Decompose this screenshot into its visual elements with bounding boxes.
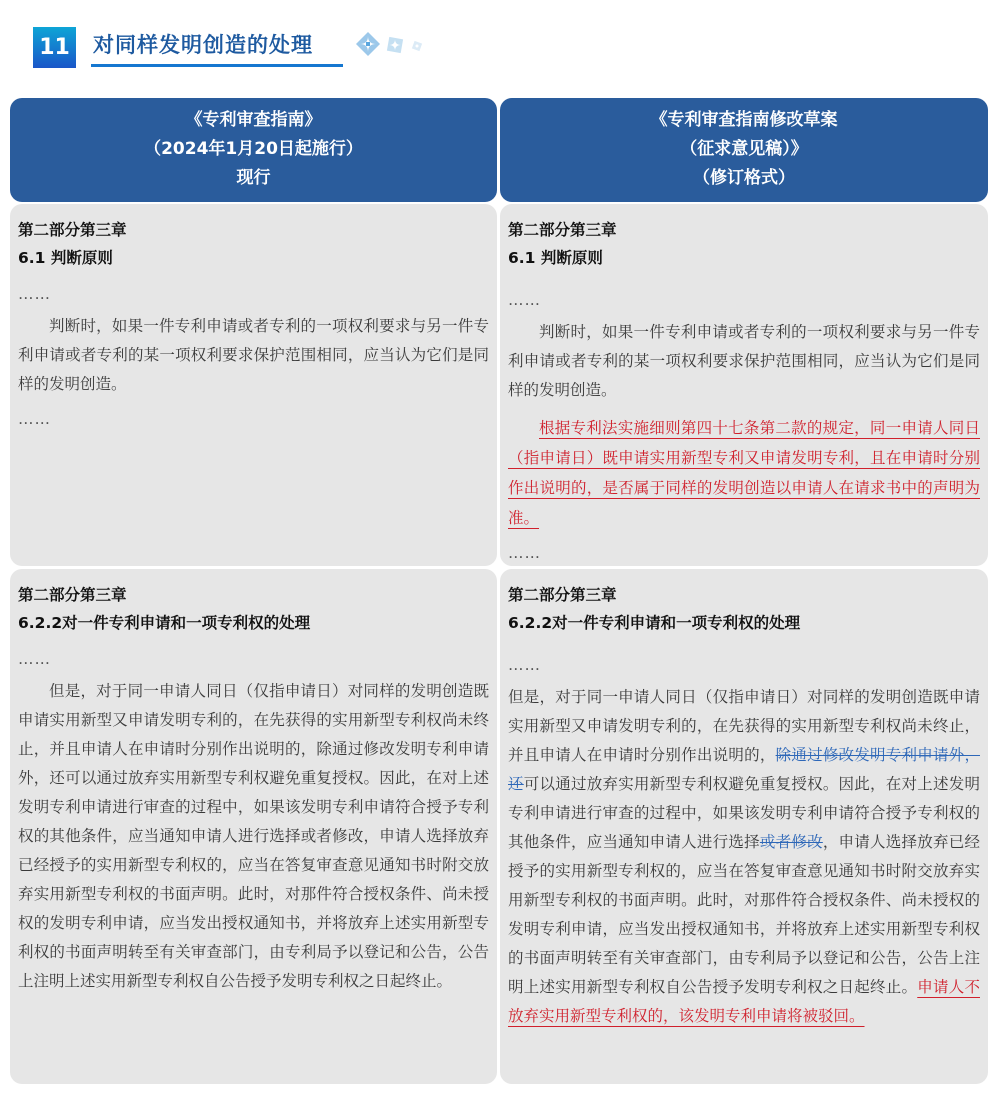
section-label: 6.2.2对一件专利申请和一项专利权的处理 bbox=[18, 614, 311, 632]
column-header-current bbox=[10, 98, 497, 202]
chapter-label: 第二部分第三章 bbox=[508, 221, 617, 239]
current-6-2-2-card bbox=[10, 569, 497, 1084]
ellipsis: …… bbox=[18, 650, 51, 668]
draft-6-1-card bbox=[500, 204, 988, 566]
title-underline bbox=[91, 64, 343, 67]
header-line: 《专利审查指南》 bbox=[185, 110, 322, 130]
deleted-text: 除通过修改发明专利申请外，还 bbox=[508, 746, 980, 793]
section-label: 6.1 判断原则 bbox=[18, 249, 113, 267]
text-segment: ，申请人选择放弃已经授予的实用新型专利权的，应当在答复审查意见通知书时附交放弃实用新型专利权的书面声明。此时，对那件符合授权条件、尚未授权的发明专利申请，应当发出授权通知书，并将放弃上述实用新型专利权的书面声明转至有关审查部门，由专利局予以登记和公告，公告上注明上述实用新型专利权自公告授予发明专利权之日起终止。 bbox=[508, 833, 980, 996]
header-line: （修订格式） bbox=[693, 168, 795, 188]
header-line: 《专利审查指南修改草案 bbox=[650, 110, 838, 130]
ellipsis: …… bbox=[18, 410, 51, 428]
diamond-star-icon bbox=[355, 31, 381, 57]
chapter-label: 第二部分第三章 bbox=[18, 586, 127, 604]
header-line: （2024年1月20日起施行） bbox=[144, 139, 363, 159]
text-segment: 但是，对于同一申请人同日（仅指申请日）对同样的发明创造既申请实用新型又申请发明专利的，在先获得的实用新型专利权尚未终止，并且申请人在申请时分别作出说明的， bbox=[508, 688, 980, 764]
ellipsis: …… bbox=[508, 291, 541, 309]
header-line: （征求意见稿）》 bbox=[680, 139, 808, 159]
diamond-star-icon bbox=[411, 40, 423, 52]
column-header-draft bbox=[500, 98, 988, 202]
body-paragraph: 判断时，如果一件专利申请或者专利的一项权利要求与另一件专利申请或者专利的某一项权利要求保护范围相同，应当认为它们是同样的发明创造。 bbox=[18, 317, 489, 393]
header-line: 现行 bbox=[236, 168, 271, 188]
body-paragraph: 判断时，如果一件专利申请或者专利的一项权利要求与另一件专利申请或者专利的某一项权利要求保护范围相同，应当认为它们是同样的发明创造。 bbox=[508, 323, 980, 399]
section-title: 对同样发明创造的处理 bbox=[93, 33, 313, 57]
diamond-star-icon bbox=[385, 35, 405, 55]
ellipsis: …… bbox=[508, 544, 541, 562]
inserted-text: 根据专利法实施细则第四十七条第二款的规定，同一申请人同日（指申请日）既申请实用新型专利又申请发明专利，且在申请时分别作出说明的，是否属于同样的发明创造以申请人在请求书中的声明为准。 bbox=[508, 419, 980, 527]
current-6-1-card bbox=[10, 204, 497, 566]
section-number: 11 bbox=[39, 35, 70, 60]
draft-6-2-2-card bbox=[500, 569, 988, 1084]
ellipsis: …… bbox=[508, 656, 541, 674]
ellipsis: …… bbox=[18, 285, 51, 303]
inserted-text: 申请人不放弃实用新型专利权的，该发明专利申请将被驳回。 bbox=[508, 978, 980, 1025]
chapter-label: 第二部分第三章 bbox=[18, 221, 127, 239]
section-heading bbox=[33, 27, 453, 71]
deleted-text: 或者修改 bbox=[759, 833, 823, 851]
body-paragraph bbox=[508, 683, 980, 1031]
section-label: 6.2.2对一件专利申请和一项专利权的处理 bbox=[508, 614, 801, 632]
chapter-label: 第二部分第三章 bbox=[508, 586, 617, 604]
inserted-paragraph bbox=[508, 413, 980, 533]
body-paragraph: 但是，对于同一申请人同日（仅指申请日）对同样的发明创造既申请实用新型又申请发明专利的，在先获得的实用新型专利权尚未终止，并且申请人在申请时分别作出说明的，除通过修改发明专利申请外，还可以通过放弃实用新型专利权避免重复授权。因此，在对上述发明专利申请进行审查的过程中，如果该发明专利申请符合授予专利权的其他条件，应当通知申请人进行选择或者修改，申请人选择放弃已经授予的实用新型专利权的，应当在答复审查意见通知书时附交放弃实用新型专利权的书面声明。此时，对那件符合授权条件、尚未授权的发明专利申请，应当发出授权通知书，并将放弃上述实用新型专利权的书面声明转至有关审查部门，由专利局予以登记和公告，公告上注明上述实用新型专利权自公告授予发明专利权之日起终止。 bbox=[18, 682, 489, 990]
section-label: 6.1 判断原则 bbox=[508, 249, 603, 267]
text-segment: 可以通过放弃实用新型专利权避免重复授权。因此，在对上述发明专利申请进行审查的过程中，如果该发明专利申请符合授予专利权的其他条件，应当通知申请人进行选择 bbox=[508, 775, 980, 851]
section-number-badge bbox=[33, 27, 76, 68]
